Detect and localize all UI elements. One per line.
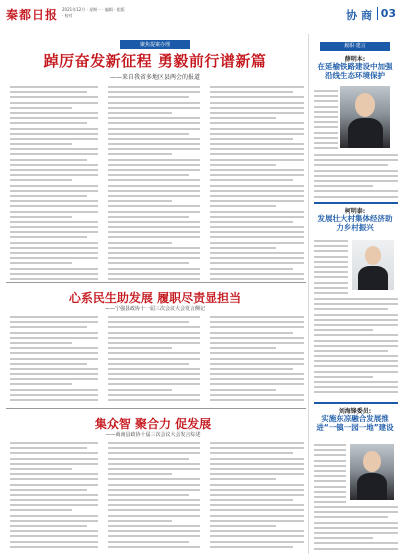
- item1-body-lower: [314, 154, 398, 198]
- item1-headline: 在延榆铁路建设中加强沿线生态环境保护: [317, 62, 393, 80]
- article2-body-col3: [210, 316, 304, 406]
- portrait-photo-1: [340, 86, 390, 148]
- portrait-photo-3: [350, 444, 394, 500]
- section-divider: [6, 282, 306, 283]
- item3-body-lower: [314, 506, 398, 554]
- article2-headline: 心系民生助发展 履职尽责显担当: [68, 291, 242, 305]
- item2-headline: 发展壮大村集体经济助力乡村振兴: [317, 214, 393, 232]
- article-body-col3: [210, 86, 304, 280]
- article-body-col2: [108, 86, 200, 280]
- item3-label: 刘海锋委员:: [338, 408, 372, 415]
- article3-body-col1: [10, 442, 98, 554]
- column-divider: [308, 34, 309, 554]
- item1-body: [314, 90, 338, 150]
- item-divider: [314, 202, 398, 204]
- item-divider: [314, 402, 398, 404]
- article-kicker: 聚焦提案办理: [120, 40, 190, 49]
- article2-body-col1: [10, 316, 98, 406]
- item2-label: 柯明泰:: [344, 208, 366, 215]
- article3-body-col2: [108, 442, 200, 554]
- article3-body-col3: [210, 442, 304, 554]
- article2-subhead: ——宁强县政协十一届三次会议大会发言侧记: [104, 306, 205, 312]
- section-title: 协 商: [346, 9, 372, 22]
- item2-body: [314, 240, 348, 296]
- issue-meta: 2021年12月 · 星期一 · 编辑 · 组版 · 校对: [62, 7, 125, 18]
- newspaper-logo: 秦都日报: [6, 8, 59, 22]
- article3-headline: 集众智 聚合力 促发展: [94, 417, 212, 431]
- section-divider: [6, 408, 306, 409]
- item2-body-lower: [314, 298, 398, 398]
- main-subhead: ——来自我省多地区县两会的报道: [109, 74, 200, 81]
- column-tag: 履职·建言: [320, 42, 390, 51]
- page-number: 03: [377, 7, 396, 20]
- main-headline: 踔厉奋发新征程 勇毅前行谱新篇: [43, 52, 267, 70]
- item3-body: [314, 444, 346, 504]
- item1-label: 薛明本:: [344, 56, 366, 63]
- item3-headline: 实施东凉融合发展推进“一镇一园一地”建设: [316, 414, 394, 432]
- article3-subhead: ——商南县政协十届三次会议大会发言综述: [105, 432, 201, 438]
- article2-body-col2: [108, 316, 200, 406]
- portrait-photo-2: [352, 240, 394, 290]
- article-body-col1: [10, 86, 98, 280]
